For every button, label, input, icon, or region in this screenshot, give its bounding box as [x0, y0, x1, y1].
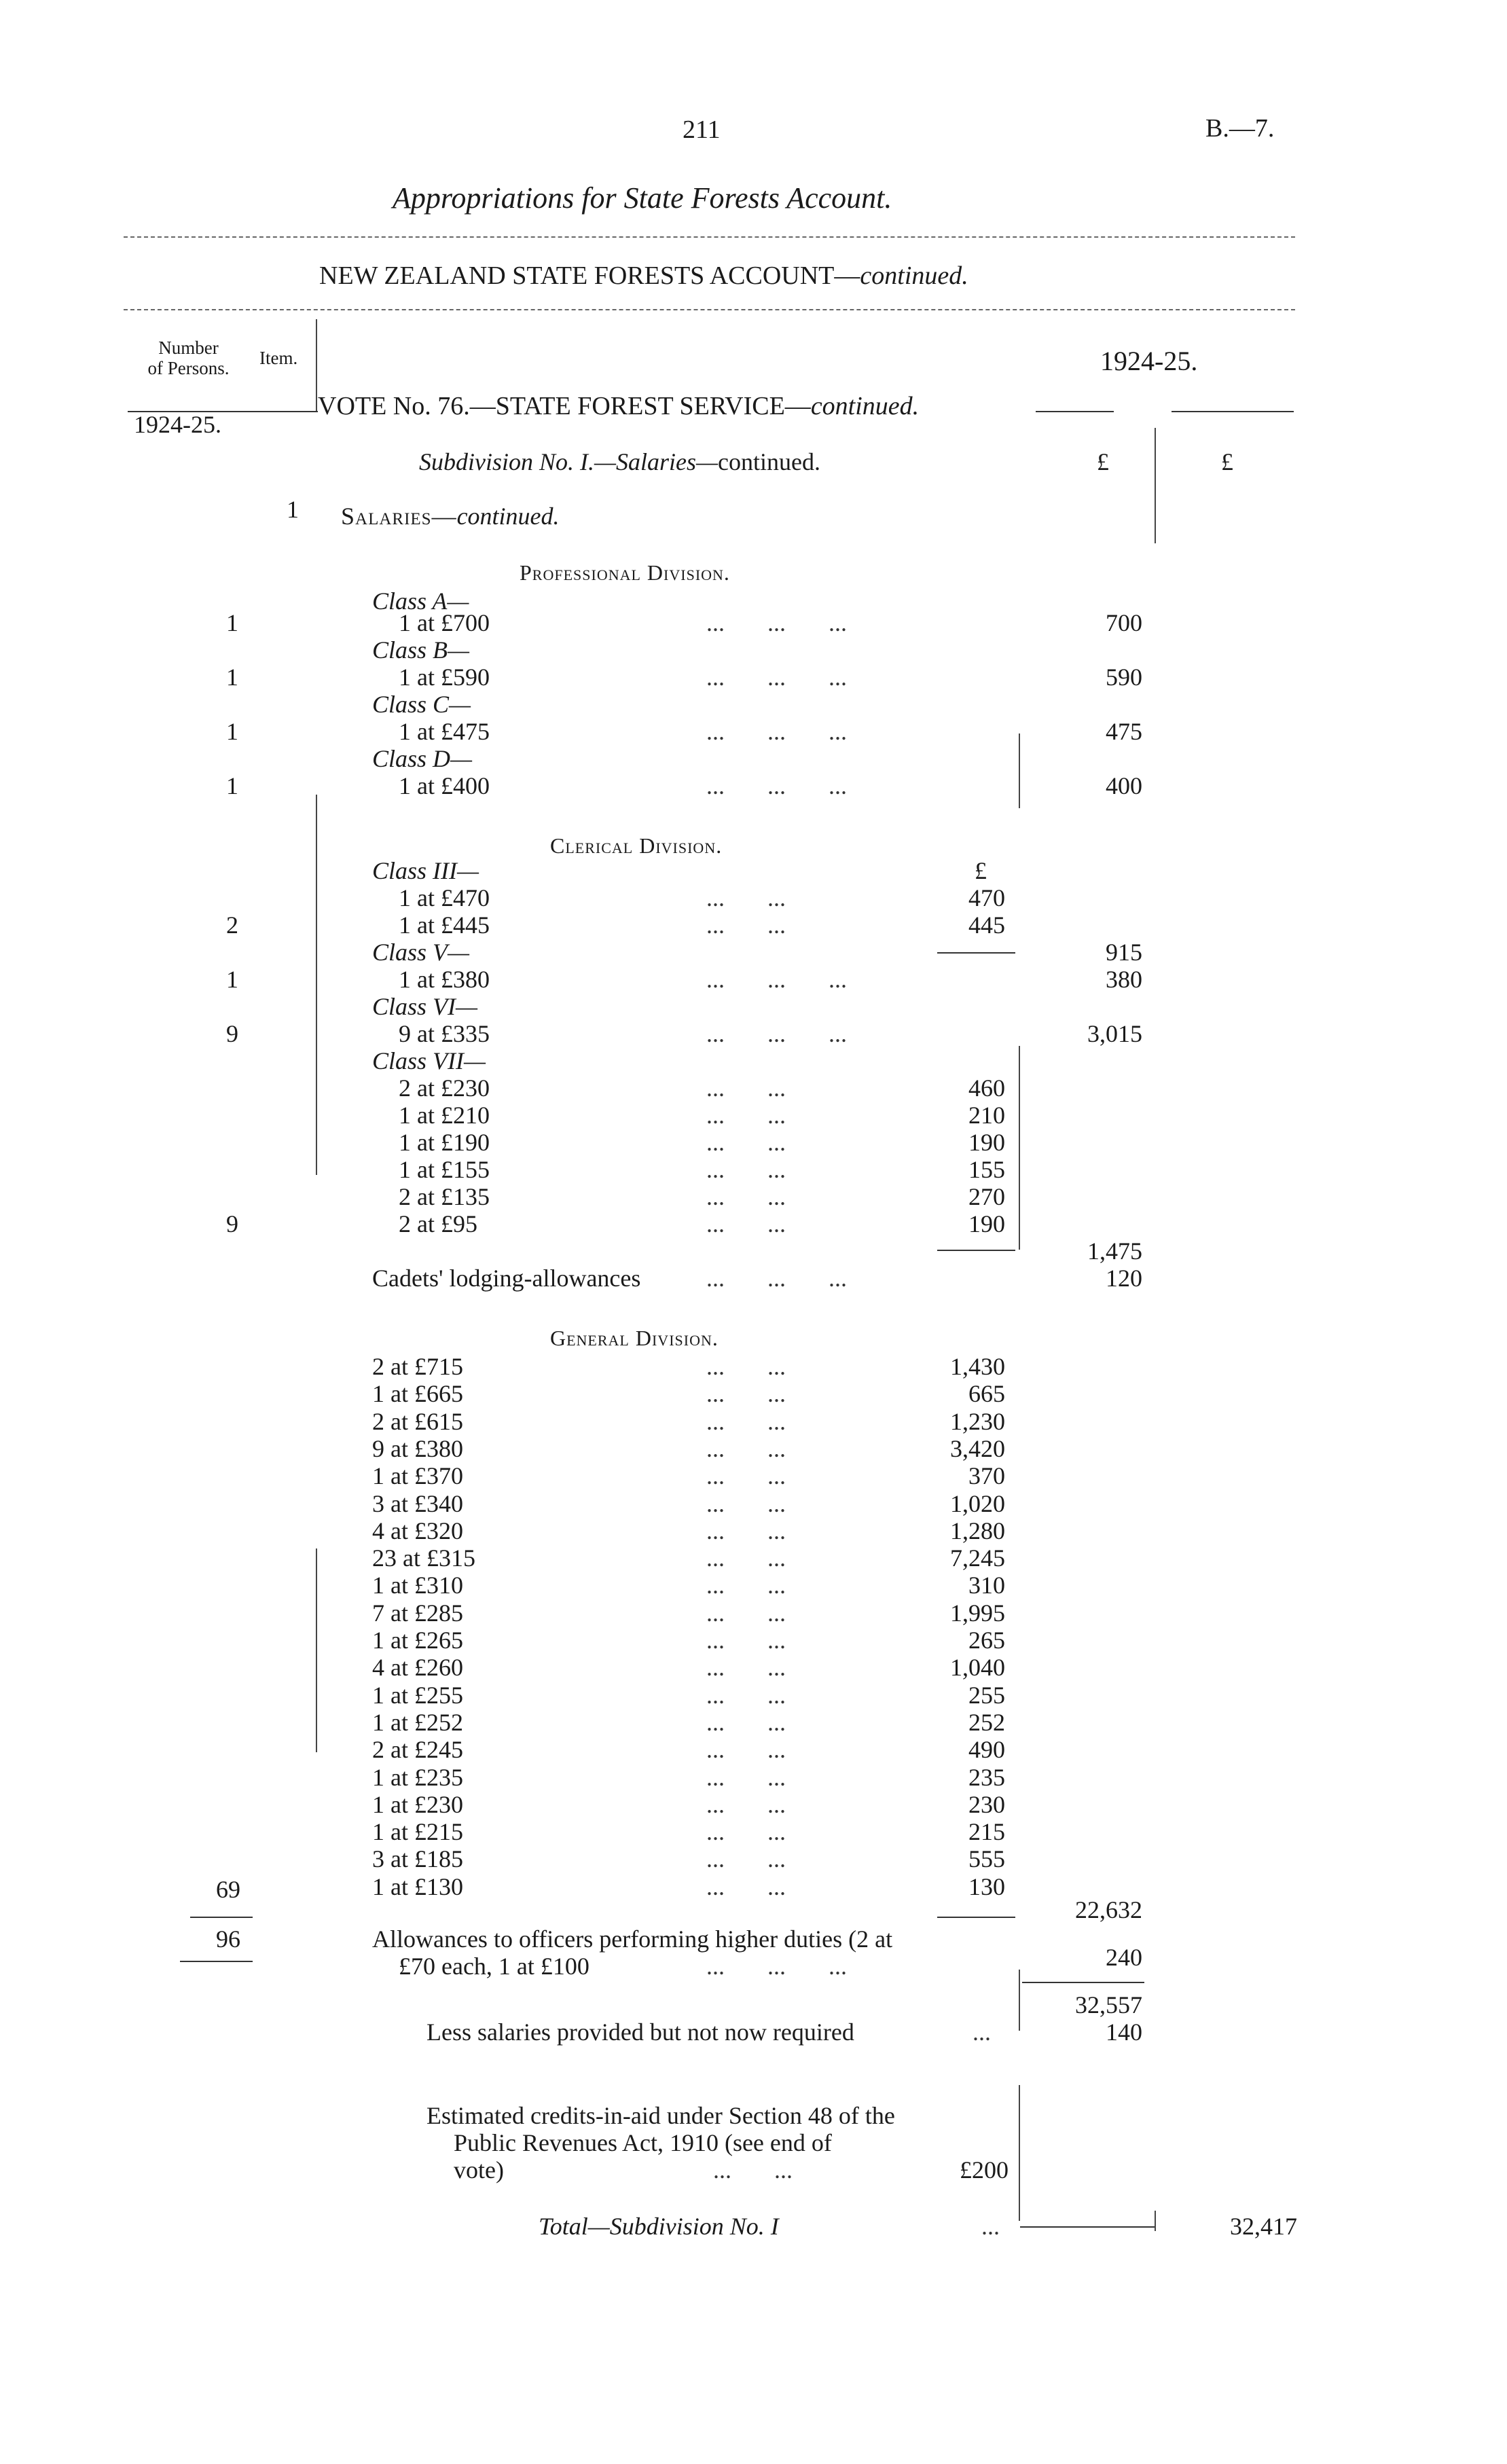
sub-amount: 1,280 — [950, 1517, 1005, 1544]
dot-leader: ... ... ... — [706, 664, 847, 691]
persons-count: 1 — [226, 718, 238, 745]
salary-line: 4 at £260 — [372, 1654, 463, 1681]
amount: 400 — [1106, 772, 1142, 799]
subtotal-column-rule — [1019, 1046, 1020, 1250]
class-label: Class D— — [372, 745, 473, 772]
salary-line: 2 at £715 — [372, 1353, 463, 1380]
salary-line: 1 at £215 — [372, 1818, 463, 1845]
sub-amount: 215 — [968, 1818, 1005, 1845]
dot-leader: ... ... — [706, 884, 786, 911]
dot-leader: ... ... ... — [706, 609, 847, 636]
allowances-line2: £70 each, 1 at £100 — [399, 1953, 589, 1980]
dot-leader: ... ... — [706, 1627, 786, 1654]
dot-leader: ... ... — [706, 1599, 786, 1627]
header-year: 1924-25. — [1100, 346, 1198, 376]
sub-amount: 1,995 — [950, 1599, 1005, 1627]
sub-amount: 230 — [968, 1791, 1005, 1818]
salaries-continued: continued. — [456, 503, 560, 530]
dot-leader: ... ... — [706, 1517, 786, 1544]
dot-leader: ... ... — [706, 1408, 786, 1435]
dot-leader: ... ... ... — [706, 718, 847, 745]
dot-leader: ... ... — [706, 911, 786, 939]
amount: 140 — [1106, 2018, 1142, 2046]
sub-amount: 235 — [968, 1764, 1005, 1791]
vote-continued: continued. — [810, 392, 920, 420]
total-persons: 96 — [216, 1925, 240, 1953]
salary-line: 3 at £185 — [372, 1845, 463, 1872]
sub-amount: 265 — [968, 1627, 1005, 1654]
account-rule — [124, 309, 1295, 310]
dot-leader: ... ... — [706, 1129, 786, 1156]
salary-line: 1 at £265 — [372, 1627, 463, 1654]
salary-line: 1 at £665 — [372, 1380, 463, 1407]
salary-line: 2 at £135 — [399, 1183, 490, 1210]
class-label: Class V— — [372, 939, 470, 966]
salary-line: 1 at £470 — [399, 884, 490, 911]
sub-amount: 555 — [968, 1845, 1005, 1872]
year-left: 1924-25. — [134, 411, 221, 438]
item-column-rule — [316, 319, 317, 411]
sub-amount: 460 — [968, 1074, 1005, 1102]
salary-line: 1 at £230 — [372, 1791, 463, 1818]
page-number: 211 — [683, 115, 721, 144]
subtotal-rule — [937, 1250, 1015, 1251]
persons-count: 9 — [226, 1020, 238, 1047]
salary-line: 23 at £315 — [372, 1544, 475, 1572]
salary-line: 3 at £340 — [372, 1490, 463, 1517]
amount: 700 — [1106, 609, 1142, 636]
professional-division-heading: Professional Division. — [520, 560, 730, 585]
subtotal-column-rule — [1019, 733, 1020, 808]
salary-line: 1 at £475 — [399, 718, 490, 745]
salary-line: 1 at £700 — [399, 609, 490, 636]
salary-line: 1 at £190 — [399, 1129, 490, 1156]
sub-amount: 3,420 — [950, 1435, 1005, 1462]
persons-count: 2 — [226, 911, 238, 939]
dot-leader: ... ... ... — [706, 1953, 847, 1980]
class-label: Class VII— — [372, 1047, 486, 1074]
sub-amount: 130 — [968, 1873, 1005, 1900]
salary-line: 4 at £320 — [372, 1517, 463, 1544]
salary-line: 9 at £335 — [399, 1020, 490, 1047]
account-heading — [319, 261, 968, 290]
sub-amount: 155 — [968, 1156, 1005, 1183]
subdivision-continued: continued. — [718, 448, 820, 475]
persons-count: 1 — [226, 664, 238, 691]
amount: 1,475 — [1087, 1237, 1142, 1265]
dot-leader: ... ... ... — [706, 1265, 847, 1292]
vote-title — [318, 392, 919, 420]
dot-leader: ... ... — [706, 1818, 786, 1845]
sub-amount: 7,245 — [950, 1544, 1005, 1572]
dot-leader: ... — [973, 2018, 991, 2046]
persons-total-rule-bottom — [180, 1961, 253, 1962]
dot-leader: ... ... — [706, 1353, 786, 1380]
salary-line: 1 at £252 — [372, 1709, 463, 1736]
sub-amount: 490 — [968, 1736, 1005, 1763]
page-title: Appropriations for State Forests Account. — [393, 181, 892, 215]
amount: 380 — [1106, 966, 1142, 993]
salary-line: 2 at £230 — [399, 1074, 490, 1102]
salary-line: 1 at £400 — [399, 772, 490, 799]
salary-line: 1 at £155 — [399, 1156, 490, 1183]
credits-line1: Estimated credits-in-aid under Section 48 of the — [426, 2102, 895, 2129]
subdivision-no: Subdivision No. I. — [419, 448, 594, 475]
subdivision-heading — [419, 448, 820, 475]
clerical-pound-symbol: £ — [975, 857, 987, 884]
credits-line3: vote) — [454, 2156, 504, 2184]
amount: 3,015 — [1087, 1020, 1142, 1047]
salary-line: 9 at £380 — [372, 1435, 463, 1462]
sub-amount: 1,230 — [950, 1408, 1005, 1435]
dot-leader: ... ... — [706, 1845, 786, 1872]
less-salaries-label: Less salaries provided but not now required — [426, 2018, 854, 2046]
persons-total-rule — [190, 1917, 253, 1918]
salary-line: 1 at £370 — [372, 1462, 463, 1489]
dot-leader: ... ... — [706, 1074, 786, 1102]
dot-leader: ... ... — [706, 1462, 786, 1489]
class-label: Class III— — [372, 857, 479, 884]
sub-amount: 665 — [968, 1380, 1005, 1407]
dot-leader: ... ... — [706, 1183, 786, 1210]
total-rule — [1020, 2226, 1156, 2228]
persons-count: 1 — [226, 609, 238, 636]
subtotal-rule — [937, 1917, 1015, 1918]
title-rule — [124, 236, 1295, 238]
amount: 240 — [1106, 1944, 1142, 1971]
salaries-label: Salaries— — [341, 503, 457, 530]
amount: 915 — [1106, 939, 1142, 966]
sub-amount: 1,430 — [950, 1353, 1005, 1380]
sub-amount: 252 — [968, 1709, 1005, 1736]
amount: 22,632 — [1075, 1896, 1142, 1923]
item-column-rule-body — [316, 795, 317, 1175]
general-division-heading: General Division. — [550, 1326, 719, 1350]
sub-amount: 190 — [968, 1129, 1005, 1156]
dot-leader: ... ... — [706, 1380, 786, 1407]
sub-amount: 190 — [968, 1210, 1005, 1237]
document-reference: B.—7. — [1205, 114, 1275, 143]
subdivision-salaries: —Salaries— — [594, 448, 719, 475]
salary-line: 1 at £590 — [399, 664, 490, 691]
dot-leader: ... ... — [706, 1873, 786, 1900]
subtotal-rule — [1022, 1982, 1144, 1983]
persons-count: 1 — [226, 772, 238, 799]
total-rule-end — [1155, 2211, 1156, 2231]
amount: 120 — [1106, 1265, 1142, 1292]
salary-line: 1 at £255 — [372, 1682, 463, 1709]
credits-line2: Public Revenues Act, 1910 (see end of — [454, 2129, 832, 2156]
sub-amount: 310 — [968, 1572, 1005, 1599]
amount: 590 — [1106, 664, 1142, 691]
amount: 475 — [1106, 718, 1142, 745]
dot-leader: ... ... ... — [706, 1020, 847, 1047]
dot-leader: ... ... — [706, 1544, 786, 1572]
salary-line: 1 at £445 — [399, 911, 490, 939]
amount-column-rule — [1019, 2085, 1020, 2221]
salaries-heading — [341, 503, 560, 530]
dot-leader: ... ... — [706, 1102, 786, 1129]
salary-line: 1 at £130 — [372, 1873, 463, 1900]
dot-leader: ... ... ... — [706, 966, 847, 993]
dot-leader: ... ... — [706, 1791, 786, 1818]
salary-line: 2 at £95 — [399, 1210, 477, 1237]
item-number: 1 — [287, 496, 299, 523]
class-label: Class VI— — [372, 993, 478, 1020]
salary-line: 1 at £235 — [372, 1764, 463, 1791]
item-column-rule-general — [316, 1548, 317, 1752]
persons-count: 1 — [226, 966, 238, 993]
dot-leader: ... ... — [706, 1435, 786, 1462]
credits-amount: £200 — [960, 2156, 1009, 2184]
dot-leader: ... ... — [706, 1764, 786, 1791]
account-name: NEW ZEALAND STATE FORESTS ACCOUNT— — [319, 261, 860, 290]
cadets-label: Cadets' lodging-allowances — [372, 1265, 641, 1292]
dot-leader: ... ... — [713, 2156, 793, 2184]
sub-amount: 370 — [968, 1462, 1005, 1489]
amount-column-rule — [1155, 428, 1156, 543]
subtotal-rule — [937, 952, 1015, 954]
dot-leader: ... ... ... — [706, 772, 847, 799]
account-continued: continued. — [860, 261, 968, 290]
persons-count: 9 — [226, 1210, 238, 1237]
sub-amount: 255 — [968, 1682, 1005, 1709]
dot-leader: ... ... — [706, 1490, 786, 1517]
grand-total: 32,417 — [1230, 2213, 1297, 2240]
sub-amount: 270 — [968, 1183, 1005, 1210]
dot-leader: ... — [981, 2213, 1000, 2240]
pound-symbol-year: £ — [1097, 448, 1109, 475]
header-rule-right — [1172, 411, 1294, 412]
header-number-line1: Number — [158, 338, 219, 358]
vote-name: VOTE No. 76.—STATE FOREST SERVICE— — [318, 392, 811, 420]
salary-line: 7 at £285 — [372, 1599, 463, 1627]
sub-amount: 445 — [968, 911, 1005, 939]
class-label: Class A— — [372, 587, 469, 615]
salary-line: 1 at £310 — [372, 1572, 463, 1599]
dot-leader: ... ... — [706, 1682, 786, 1709]
sub-amount: 210 — [968, 1102, 1005, 1129]
class-label: Class B— — [372, 636, 470, 664]
dot-leader: ... ... — [706, 1654, 786, 1681]
clerical-division-heading: Clerical Division. — [550, 833, 723, 858]
dot-leader: ... ... — [706, 1736, 786, 1763]
header-item: Item. — [259, 348, 298, 368]
dot-leader: ... ... — [706, 1210, 786, 1237]
sub-amount: 470 — [968, 884, 1005, 911]
dot-leader: ... ... — [706, 1156, 786, 1183]
amount-column-rule — [1019, 1970, 1020, 2031]
header-rule-year — [1036, 411, 1114, 412]
salary-line: 1 at £380 — [399, 966, 490, 993]
total-label: Total—Subdivision No. I — [539, 2213, 779, 2240]
pound-symbol-total: £ — [1221, 448, 1233, 475]
allowances-line1: Allowances to officers performing higher duties (2 at — [372, 1925, 893, 1953]
sub-amount: 1,020 — [950, 1490, 1005, 1517]
persons-count: 69 — [216, 1876, 240, 1903]
salary-line: 2 at £615 — [372, 1408, 463, 1435]
header-number-of-persons — [132, 338, 244, 378]
header-number-line2: of Persons. — [147, 358, 230, 378]
dot-leader: ... ... — [706, 1709, 786, 1736]
salary-line: 1 at £210 — [399, 1102, 490, 1129]
sub-amount: 1,040 — [950, 1654, 1005, 1681]
class-label: Class C— — [372, 691, 471, 718]
salary-line: 2 at £245 — [372, 1736, 463, 1763]
amount: 32,557 — [1075, 1991, 1142, 2018]
dot-leader: ... ... — [706, 1572, 786, 1599]
